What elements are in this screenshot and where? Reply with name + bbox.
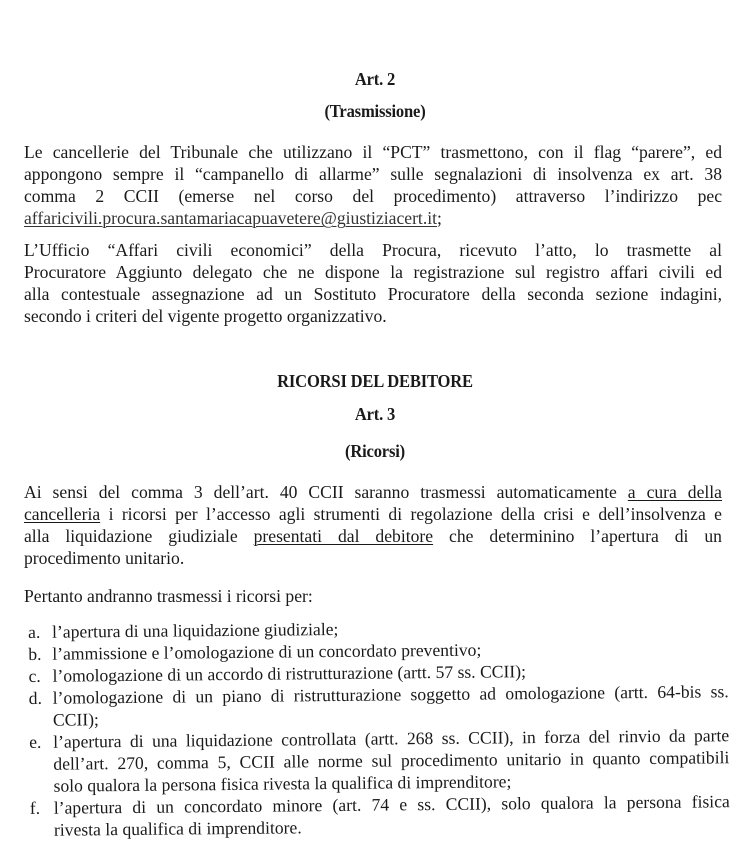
article-2-paragraph-1 [24, 141, 722, 229]
text-line: procedimento unitario. [24, 548, 185, 568]
text-line [24, 481, 722, 503]
underlined-text: presentati dal debitore [253, 526, 434, 546]
punctuation: ; [437, 208, 442, 228]
pec-email-link[interactable]: affaricivili.procura.santamariacapuavetere@giustiziacert.it [24, 208, 437, 228]
text-line: appongono sempre il “campanello di allarme” sulle segnalazioni di insolvenza ex art. 38 [24, 164, 722, 184]
text-line [24, 503, 722, 525]
article-3-paragraph-2 [24, 585, 722, 607]
email-line [24, 207, 722, 229]
text-line [24, 525, 722, 547]
article-3-title: (Ricorsi) [345, 441, 405, 461]
text-line: alla contestuale assegnazione ad un Sostituto Procuratore della seconda sezione indagini, [24, 284, 722, 304]
list-item-text: l’apertura di una liquidazione giudiziale; [52, 618, 339, 642]
article-2-title: (Trasmissione) [324, 101, 426, 121]
list-item-e [23, 724, 730, 797]
underlined-text: cancelleria [24, 504, 101, 524]
list-item-d [23, 680, 729, 731]
list-marker: e. [29, 731, 42, 752]
list-marker: d. [28, 687, 43, 708]
text-segment: i ricorsi per l’accesso agli strumenti di regolazione della crisi e dell’insolvenza e [108, 504, 722, 524]
article-3-number: Art. 3 [354, 404, 396, 424]
ricorsi-list [22, 614, 730, 841]
list-item-text: l’omologazione di un accordo di ristrutturazione (artt. 57 ss. CCII); [52, 661, 527, 686]
list-marker: c. [28, 665, 41, 686]
text-line: secondo i criteri del vigente progetto organizzativo. [24, 306, 387, 326]
text-line: Pertanto andranno trasmessi i ricorsi per: [24, 586, 313, 606]
text-line: Le cancellerie del Tribunale che utilizzano il “PCT” trasmettono, con il flag “parere”, ed [24, 142, 722, 162]
list-item-text: l’omologazione di un piano di ristrutturazione soggetto ad omologazione (artt. 64-bis ss. [52, 681, 729, 708]
text-line: L’Ufficio “Affari civili economici” della Procura, ricevuto l’atto, lo trasmette al [24, 240, 722, 260]
text-line: Procuratore Aggiunto delegato che ne dispone la registrazione sul registro affari civili ed [24, 262, 722, 282]
article-2-number: Art. 2 [354, 69, 396, 89]
list-marker: f. [29, 797, 41, 818]
underlined-text: a cura della [627, 482, 722, 502]
text-segment: Ai sensi del comma 3 dell’art. 40 CCII saranno trasmessi automaticamente [24, 482, 617, 502]
list-item-text: dell’art. 270, comma 5, CCII alle norme sul procedimento unitario in quanto compatibili [53, 747, 730, 774]
list-item-text: l’apertura di un concordato minore (art. 74 e ss. CCII), solo qualora la persona fisica [53, 791, 730, 818]
list-item-f [24, 790, 730, 841]
article-3-paragraph-1 [24, 481, 722, 569]
list-item-text: CCII); [52, 709, 99, 730]
list-item-text: solo qualora la persona fisica rivesta la qualifica di imprenditore; [53, 771, 512, 796]
text-segment: che determinino l’apertura di un [449, 526, 722, 546]
list-item-text: rivesta la qualifica di imprenditore. [53, 817, 302, 840]
list-marker: a. [28, 621, 41, 642]
text-line: comma 2 CCII (emerse nel corso del procedimento) attraverso l’indirizzo pec [24, 186, 722, 206]
section-title: RICORSI DEL DEBITORE [277, 371, 473, 391]
list-item-text: l’apertura di una liquidazione controllata (artt. 268 ss. CCII), in forza del rinvio da parte [53, 725, 730, 752]
text-segment: alla liquidazione giudiziale [24, 526, 238, 546]
list-item-text: l’ammissione e l’omologazione di un concordato preventivo; [52, 639, 482, 664]
article-2-paragraph-2 [24, 239, 722, 327]
list-marker: b. [28, 643, 42, 664]
